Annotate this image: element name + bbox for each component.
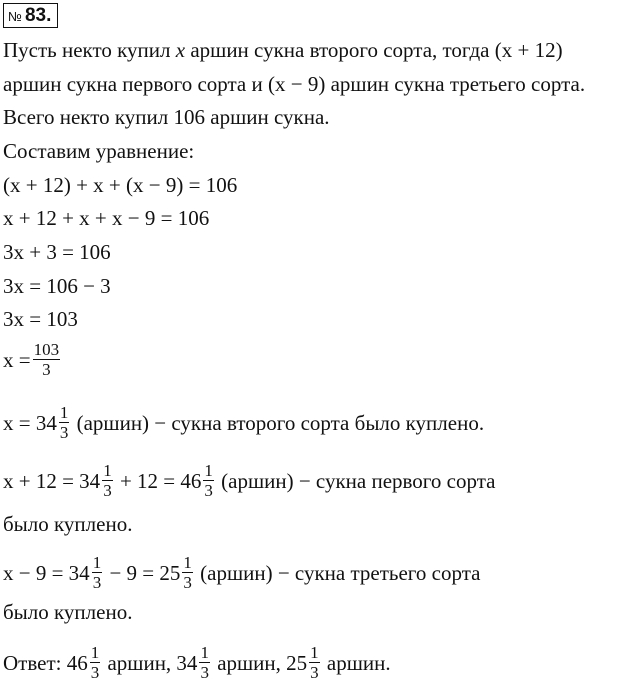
numerator: 1 [183,553,192,572]
expr-x-minus-9: (x − 9) [267,72,326,96]
problem-number: 83. [24,5,52,26]
fraction [199,643,210,682]
eq7-rhs: (аршин) − сукна второго сорта было куплено. [71,410,485,435]
equation-1: (x + 12) + x + (x − 9) = 106 [3,173,238,197]
numerator: 103 [33,340,60,359]
equation-2: x + 12 + x + x − 9 = 106 [3,206,210,230]
equation-5: 3x = 103 [3,307,78,331]
answer-label: Ответ: 46 [3,650,88,675]
equation-4: 3x = 106 − 3 [3,274,111,298]
numerator: 1 [310,643,319,662]
text-segment: аршин сукна второго сорта, тогда [185,38,495,62]
denominator: 3 [204,481,213,500]
answer-text: аршин, 25 [211,650,308,675]
text-segment: аршин сукна третьего сорта. [325,72,586,96]
fraction [90,643,101,682]
fraction [92,553,103,592]
eq9-rhs: (аршин) − сукна третьего сорта [194,560,481,585]
numerator: 1 [200,643,209,662]
problem-number-badge [3,3,58,28]
fraction [33,340,61,379]
eq8-rhs: (аршин) − сукна первого сорта [215,468,496,493]
total-line: Всего некто купил 106 аршин сукна. [3,105,330,129]
fraction [59,403,70,442]
equation-9-continuation: было куплено. [3,600,133,624]
answer-text: аршин. [321,650,391,675]
eq7-lhs: x = 34 [3,410,57,435]
denominator: 3 [90,663,100,682]
fraction [102,461,113,500]
fraction [203,461,214,500]
text-segment: Пусть некто купил [3,38,176,62]
eq9-lhs: x − 9 = 34 [3,560,90,585]
equation-8 [3,461,495,500]
equation-9 [3,553,480,592]
equation-3: 3x + 3 = 106 [3,240,111,264]
numerator: 1 [59,403,69,422]
equation-7 [3,403,484,442]
answer-line [3,643,391,682]
eq9-mid: − 9 = 25 [104,560,181,585]
denominator: 3 [183,573,192,592]
numerator: 1 [92,553,102,572]
denominator: 3 [59,423,69,442]
numerator: 1 [103,461,112,480]
numerator: 1 [90,643,100,662]
denominator: 3 [310,663,319,682]
variable-x: x [175,38,186,62]
numerator: 1 [204,461,213,480]
denominator: 3 [103,481,112,500]
paragraph-line-1 [3,37,563,63]
expr-x-plus-12: (x + 12) [494,38,563,62]
text-segment: аршин сукна первого сорта и [3,72,268,96]
eq6-lhs: x = [3,347,31,372]
eq8-lhs: x + 12 = 34 [3,468,101,493]
fraction [182,553,193,592]
equation-8-continuation: было куплено. [3,512,133,536]
answer-text: аршин, 34 [102,650,198,675]
denominator: 3 [92,573,102,592]
eq8-mid: + 12 = 46 [114,468,202,493]
number-sign: № [8,9,22,24]
denominator: 3 [42,360,51,379]
denominator: 3 [200,663,209,682]
paragraph-line-2 [3,71,585,97]
equation-intro: Составим уравнение: [3,139,195,163]
equation-6 [3,340,62,379]
fraction [309,643,320,682]
